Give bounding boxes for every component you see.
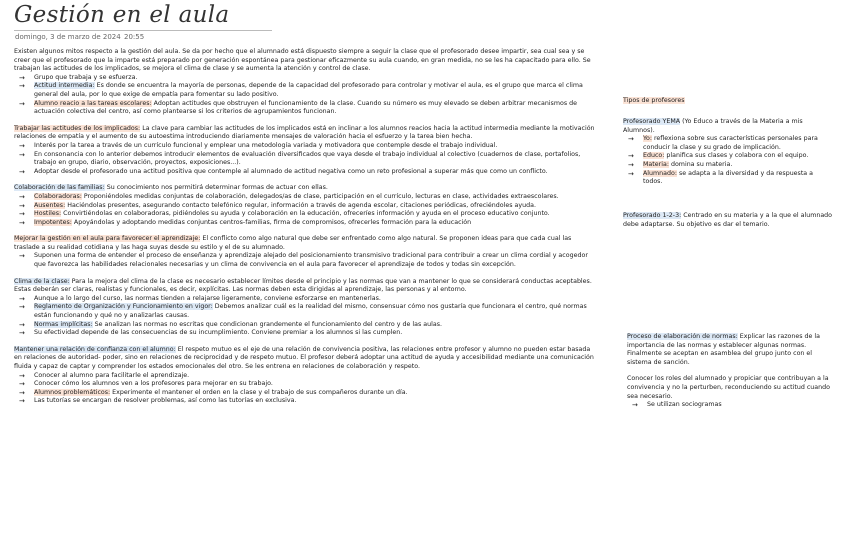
section-intro xyxy=(14,48,596,117)
section-paragraph: Colaboración de las familias: Su conocimiento nos permitirá determinar formas de actuar con ellas. xyxy=(14,184,328,192)
list-item: → Conocer al alumno para facilitarle el aprendizaje. xyxy=(14,372,596,381)
intro-paragraph: Existen algunos mitos respecto a la gestión del aula. Se da por hecho que el alumnado está dispuesto siempre a seguir la clase que el profesorado desee impartir, sea cual sea y se creer que el profesorado que la imparte está preparado por generación espontánea para gestionar eficazmente su aula cuando, en gran medida, no se les ha capacitado para ello. Se trabajan las actitudes de los implicados, se mejora el clima de clase y se aumenta la atención y control de clase. xyxy=(14,48,591,73)
section-heading: Proceso de elaboración de normas: xyxy=(627,333,738,340)
list-item: → Materia: domina su materia. xyxy=(623,161,833,170)
term-highlight: Yo: xyxy=(643,135,652,143)
teacher-types-heading-block xyxy=(623,97,833,106)
section-actitudes xyxy=(14,125,596,177)
list-item: → Interés por la tarea a través de un currículo funcional y emplear una metodología variada y motivadora que contemple desde el trabajo individual. xyxy=(14,142,596,151)
section-heading: Colaboración de las familias: xyxy=(14,184,105,192)
section-paragraph: Profesorado 1-2-3: Centrado en su materia y a la que el alumnado debe adaptarse. Su objetivo es dar el temario. xyxy=(623,212,833,228)
term-highlight: Colaboradoras: xyxy=(34,192,82,200)
section-paragraph: Mejorar la gestión en el aula para favorecer el aprendizaje: El conflicto como algo natural que debe ser enfrentado como algo natural. Se proponen ideas para que cada cual las traslade a su realidad cotidiana y las haga suyas desde su estilo y el de su alumnado. xyxy=(14,235,572,251)
section-paragraph: Mantener una relación de confianza con el alumno: El respeto mutuo es el eje de una relación de convivencia positiva, las relaciones entre profesor y alumno no pueden estar basada en relaciones de autoridad- poder, sino en relaciones de reciprocidad y de respeto mutuo. El profesor deberá adoptar una actitud de ayuda y accesibilidad mediante una comunicación fluida y capaz de captar y comprender los estados emocionales del otro. Se les entrena en relaciones de colaboración y respeto. xyxy=(14,345,594,370)
list-item: → Su efectividad depende de las consecuencias de su incumplimiento. Conviene premiar a los alumnos si las cumplen. xyxy=(14,329,596,338)
section-heading: Mantener una relación de confianza con el alumno: xyxy=(14,345,176,353)
list-item: → Impotentes: Apoyándolas y adoptando medidas conjuntas centros-familias, firma de compromisos, ofrecerles formación para la educación xyxy=(14,219,596,228)
list-item: → Se utilizan sociogramas xyxy=(627,401,832,410)
list-item: → Alumno reacio a las tareas escolares: Adoptan actitudes que obstruyen el funcionamiento de la clase. Cuando su número es muy elevado se deben arbitrar mecanismos de actuación colectiva del centro, así como plantearse si los criterios de agrupamientos funcionan. xyxy=(14,100,596,117)
term-highlight: Profesorado 1-2-3: xyxy=(623,212,682,219)
term-highlight: Alumno reacio a las tareas escolares: xyxy=(34,99,152,107)
section-clima xyxy=(14,278,596,338)
list-item: → Alumnos problemáticos: Experimente el mantener el orden en la clase y el trabajo de sus compañeros durante un día. xyxy=(14,389,596,398)
page-title: Gestión en el aula xyxy=(14,2,230,28)
term-highlight: Normas implícitas: xyxy=(34,320,93,328)
list-item: → Conocer cómo los alumnos ven a los profesores para mejorar en su trabajo. xyxy=(14,380,596,389)
list-item: → Las tutorías se encargan de resolver problemas, así como las tutorías en exclusiva. xyxy=(14,397,596,406)
list-item: → Normas implícitas: Se analizan las normas no escritas que condicionan grandemente el funcionamiento del centro y de las aulas. xyxy=(14,321,596,330)
section-paragraph: Clima de la clase: Para la mejora del clima de la clase es necesario establecer límites desde el principio y las normas que van a mantener lo que se considerará conductas aceptables. Estas deberán ser claras, realistas y funcionales, es decir, explícitas. Las normas deben esta dirigidas al aprendizaje, las personas y al entorno. xyxy=(14,277,592,294)
p123-block xyxy=(623,212,833,229)
title-underline xyxy=(14,30,272,31)
section-heading: Trabajar las actitudes de los implicados: xyxy=(14,124,141,132)
list-item: → Grupo que trabaja y se esfuerza. xyxy=(14,74,596,83)
list-item: → Yo: reflexiona sobre sus características personales para conducir la clase y su grado de implicación. xyxy=(623,135,833,152)
list-item: → Reglamento de Organización y Funcionamiento en vigor: Debemos analizar cuál es la realidad del mismo, consensuar cómo nos gustaría que funcionara el centro, qué normas están funcionando y qué no y analizarlas causas. xyxy=(14,303,596,320)
term-highlight: Actitud intermedia: xyxy=(34,82,95,90)
term-highlight: Alumnado: xyxy=(643,169,678,177)
section-confianza xyxy=(14,346,596,406)
section-heading: Mejorar la gestión en el aula para favorecer el aprendizaje: xyxy=(14,235,201,243)
section-heading: Tipos de profesores xyxy=(623,97,685,104)
list-item: → Alumnado: se adapta a la diversidad y da respuesta a todos. xyxy=(623,170,833,187)
term-highlight: Profesorado YEMA xyxy=(623,118,681,125)
term-highlight: Impotentes: xyxy=(34,218,72,226)
list-item: → Aunque a lo largo del curso, las normas tienden a relajarse ligeramente, conviene esforzarse en mantenerlas. xyxy=(14,295,596,304)
list-item: → Ausentes: Haciéndolas presentes, asegurando contacto telefónico regular, información a través de agenda escolar, citaciones periódicas, ofreciéndoles ayuda. xyxy=(14,202,596,211)
yema-block xyxy=(623,118,833,187)
list-item: → Colaboradoras: Proponiéndoles medidas conjuntas de colaboración, delegados/as de clase, participación en el currículo, lecturas en clase, actividades extraescolares. xyxy=(14,193,596,202)
list-item: → Adoptar desde el profesorado una actitud positiva que contemple al alumnado de actitud negativa como un reto profesional a superar más que como un conflicto. xyxy=(14,168,596,177)
list-item: → Educo: planifica sus clases y colabora con el equipo. xyxy=(623,152,833,161)
list-item: → Actitud intermedia: Es donde se encuentra la mayoría de personas, depende de la capacidad del profesorado para controlar y motivar el aula, es el grupo que marca el clima general del aula, por lo que exige de empatía para fomentar su lado positivo. xyxy=(14,82,596,99)
term-highlight: Alumnos problemáticos: xyxy=(34,388,111,396)
term-highlight: Educo: xyxy=(643,152,665,160)
page-date: domingo, 3 de marzo de 2024 xyxy=(15,33,121,41)
term-highlight: Hostiles: xyxy=(34,210,62,218)
normas-block xyxy=(627,333,832,410)
section-paragraph: Trabajar las actitudes de los implicados: La clave para cambiar las actitudes de los implicados está en inclinar a los alumnos reacios hacia la actitud intermedia mediante la motivación relaciones de empatía y el aumento de su autoestima introduciendo diariamente mensajes de valoración hacia el esfuerzo y la tarea bien hecha. xyxy=(14,124,595,141)
list-item: → En consonancia con lo anterior debemos introducir elementos de evaluación diversificados que vaya desde el trabajo individual al colectivo (cuadernos de clase, portafolios, trabajo en grupo, diario, observación, proyectos, exposiciones...). xyxy=(14,151,596,168)
section-familias xyxy=(14,184,596,227)
section-paragraph: Conocer los roles del alumnado y propiciar que contribuyan a la convivencia y no la perturben, reconduciendo su actitud cuando sea necesario. xyxy=(627,375,830,400)
section-mejorar xyxy=(14,235,596,269)
list-item: → Suponen una forma de entender el proceso de enseñanza y aprendizaje alejado del posicionamiento transmisivo tradicional para contribuir a crear un clima cordial y acogedor que favorezca las habilidades relacionales necesarias y un clima de convivencia en el aula para favorecer el aprendizaje de todos y todas sin excepción. xyxy=(14,252,596,269)
list-item: → Hostiles: Convirtiéndolas en colaboradoras, pidiéndoles su ayuda y colaboración en la educación, ofreceríes información y ayuda en el proceso educativo conjunto. xyxy=(14,210,596,219)
section-paragraph: Profesorado YEMA (Yo Educo a través de la Materia a mis Alumnos). xyxy=(623,118,803,134)
page-time: 20:55 xyxy=(124,33,145,41)
term-highlight: Materia: xyxy=(643,160,669,168)
term-highlight: Ausentes: xyxy=(34,201,66,209)
notes-main-column xyxy=(14,48,596,414)
term-highlight: Reglamento de Organización y Funcionamiento en vigor: xyxy=(34,303,213,311)
section-paragraph: Proceso de elaboración de normas: Explicar las razones de la importancia de las normas y establecer algunas normas. Finalmente se aceptan en asamblea del grupo junto con el sistema de sanción. xyxy=(627,333,821,366)
section-heading: Clima de la clase: xyxy=(14,277,70,285)
